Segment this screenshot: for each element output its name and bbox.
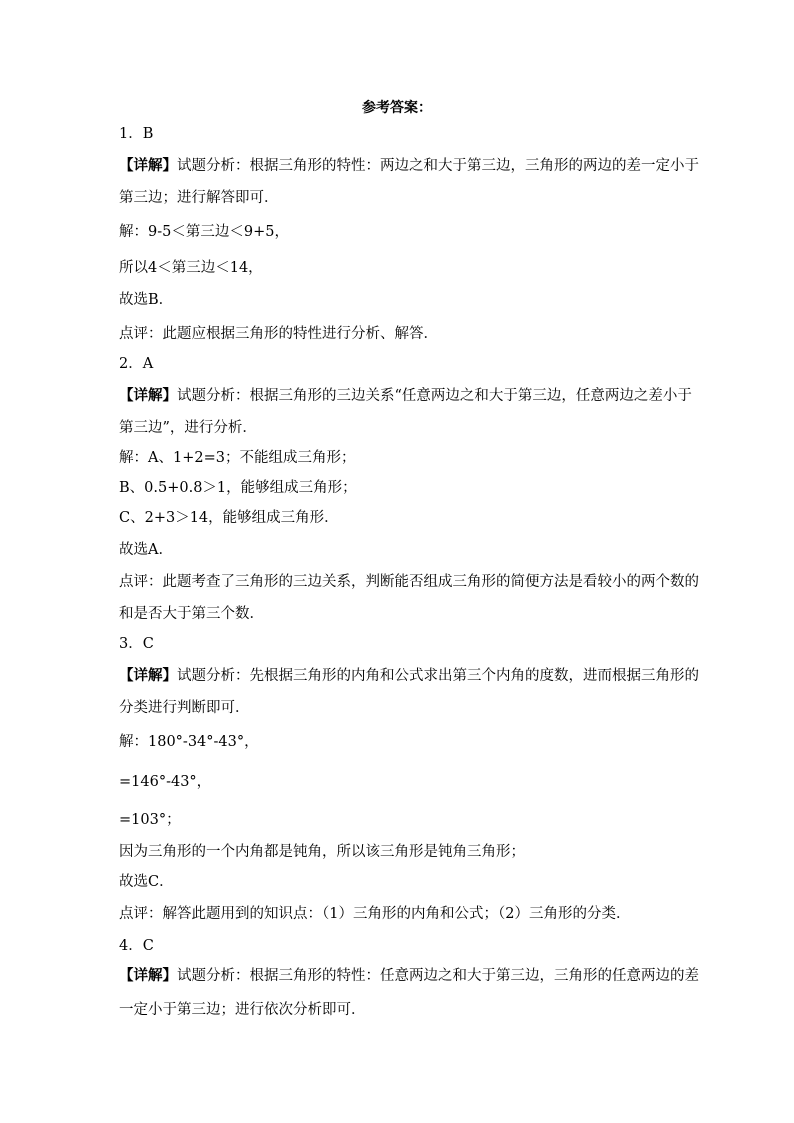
text-line	[119, 478, 679, 498]
line-text: 第三边”，进行分析．	[119, 420, 257, 436]
line-text: 故选C．	[119, 874, 174, 890]
text-line	[119, 290, 679, 310]
text-line	[119, 354, 679, 374]
text-line	[119, 508, 679, 528]
page-title: 参考答案：	[362, 100, 432, 116]
line-text: 解：9-5＜第三边＜9+5，	[119, 224, 289, 240]
text-line	[119, 666, 699, 686]
line-text: 2．A	[119, 356, 154, 372]
line-text: 一定小于第三边；进行依次分析即可．	[119, 1002, 366, 1018]
line-text: 点评：解答此题用到的知识点：（1）三角形的内角和公式；（2）三角形的分类．	[119, 906, 631, 922]
text-line	[119, 258, 679, 278]
text-line	[119, 418, 679, 438]
text-line	[119, 634, 679, 654]
line-text: 和是否大于第三个数．	[119, 606, 264, 622]
line-text: C、2+3＞14，能够组成三角形．	[119, 510, 339, 526]
detail-label: 【详解】	[119, 387, 177, 404]
line-text: 分类进行判断即可．	[119, 700, 250, 716]
line-text: 解：180°-34°-43°，	[119, 734, 259, 750]
line-text: 第三边；进行解答即可．	[119, 190, 279, 206]
line-text: =146°-43°，	[119, 774, 212, 790]
text-line	[119, 810, 679, 830]
text-line	[119, 772, 679, 792]
line-text: 点评：此题考查了三角形的三边关系，判断能否组成三角形的简便方法是看较小的两个数的	[119, 574, 699, 590]
line-text: =103°；	[119, 812, 181, 828]
text-line	[119, 124, 679, 144]
text-line	[119, 386, 692, 406]
detail-label: 【详解】	[119, 667, 177, 684]
line-text: 试题分析：根据三角形的三边关系“任意两边之和大于第三边，任意两边之差小于	[177, 388, 692, 404]
line-text: 试题分析：先根据三角形的内角和公式求出第三个内角的度数，进而根据三角形的	[177, 668, 699, 684]
text-line	[119, 572, 699, 592]
line-text: 试题分析：根据三角形的特性：两边之和大于第三边，三角形的两边的差一定小于	[177, 158, 699, 174]
line-text: 所以4＜第三边＜14，	[119, 260, 263, 276]
text-line	[119, 156, 699, 176]
line-text: 因为三角形的一个内角都是钝角，所以该三角形是钝角三角形；	[119, 844, 525, 860]
line-text: 1．B	[119, 126, 154, 142]
text-line	[119, 966, 699, 986]
text-line	[119, 872, 679, 892]
text-line	[119, 732, 679, 752]
detail-label: 【详解】	[119, 967, 177, 984]
line-text: 3．C	[119, 636, 154, 652]
text-line	[119, 188, 679, 208]
line-text: 点评：此题应根据三角形的特性进行分析、解答．	[119, 326, 438, 342]
line-text: 4．C	[119, 938, 154, 954]
text-line	[119, 936, 679, 956]
line-text: 试题分析：根据三角形的特性：任意两边之和大于第三边，三角形的任意两边的差	[177, 968, 699, 984]
line-text: 故选A．	[119, 542, 173, 558]
line-text: 故选B．	[119, 292, 174, 308]
text-line	[119, 1000, 679, 1020]
detail-label: 【详解】	[119, 157, 177, 174]
text-line	[119, 222, 679, 242]
line-text: 解：A、1+2=3；不能组成三角形；	[119, 450, 356, 466]
text-line	[119, 448, 679, 468]
text-line	[119, 604, 679, 624]
text-line	[119, 698, 679, 718]
text-line	[119, 324, 679, 344]
text-line	[119, 540, 679, 560]
line-text: B、0.5+0.8＞1，能够组成三角形；	[119, 480, 357, 496]
text-line	[119, 904, 679, 924]
text-line	[119, 842, 679, 862]
